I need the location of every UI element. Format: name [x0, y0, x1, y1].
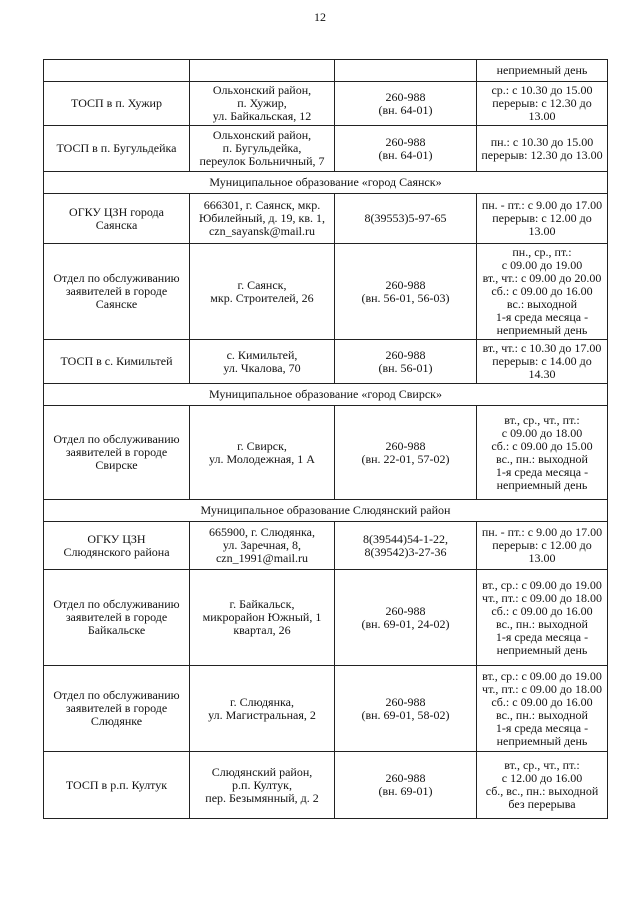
- table-row: [44, 340, 608, 384]
- phone-cell: 8(39553)5-97-65: [335, 194, 477, 244]
- address-cell: 666301, г. Саянск, мкр. Юбилейный, д. 19, кв. 1, czn_sayansk@mail.ru: [190, 194, 335, 244]
- hours-cell: вт., чт.: с 10.30 до 17.00 перерыв: с 14.00 до 14.30: [477, 340, 608, 384]
- section-title: Муниципальное образование «город Свирск»: [44, 384, 608, 406]
- table-row: [44, 244, 608, 340]
- table-row: [44, 60, 608, 82]
- address-cell: г. Саянск, мкр. Строителей, 26: [190, 244, 335, 340]
- hours-cell: вт., ср., чт., пт.: с 09.00 до 18.00 сб.: с 09.00 до 15.00 вс., пн.: выходной 1-я среда месяца - неприемный день: [477, 406, 608, 500]
- address-cell: Ольхонский район, п. Бугульдейка, переулок Больничный, 7: [190, 126, 335, 172]
- hours-cell: пн. - пт.: с 9.00 до 17.00 перерыв: с 12.00 до 13.00: [477, 194, 608, 244]
- table-row: [44, 126, 608, 172]
- hours-cell: неприемный день: [477, 60, 608, 82]
- address-cell: [190, 60, 335, 82]
- hours-cell: вт., ср.: с 09.00 до 19.00 чт., пт.: с 09.00 до 18.00 сб.: с 09.00 до 16.00 вс., пн.: выходной 1-я среда месяца - неприемный день: [477, 570, 608, 666]
- office-name-cell: Отдел по обслуживанию заявителей в городе Байкальске: [44, 570, 190, 666]
- table-row: [44, 666, 608, 752]
- phone-cell: 260-988 (вн. 69-01): [335, 752, 477, 819]
- table-row: [44, 752, 608, 819]
- phone-cell: 260-988 (вн. 22-01, 57-02): [335, 406, 477, 500]
- phone-cell: 260-988 (вн. 64-01): [335, 126, 477, 172]
- section-header-row: [44, 172, 608, 194]
- phone-cell: 260-988 (вн. 64-01): [335, 82, 477, 126]
- office-name-cell: Отдел по обслуживанию заявителей в городе Саянске: [44, 244, 190, 340]
- phone-cell: 260-988 (вн. 56-01, 56-03): [335, 244, 477, 340]
- hours-cell: ср.: с 10.30 до 15.00 перерыв: с 12.30 до 13.00: [477, 82, 608, 126]
- table-row: [44, 194, 608, 244]
- section-header-row: [44, 384, 608, 406]
- phone-cell: 260-988 (вн. 69-01, 58-02): [335, 666, 477, 752]
- address-cell: с. Кимильтей, ул. Чкалова, 70: [190, 340, 335, 384]
- office-name-cell: Отдел по обслуживанию заявителей в городе Слюдянке: [44, 666, 190, 752]
- table-row: [44, 406, 608, 500]
- address-cell: г. Байкальск, микрорайон Южный, 1 квартал, 26: [190, 570, 335, 666]
- page-number: 12: [314, 10, 326, 24]
- phone-cell: 260-988 (вн. 56-01): [335, 340, 477, 384]
- table-row: [44, 82, 608, 126]
- hours-cell: пн., ср., пт.: с 09.00 до 19.00 вт., чт.: с 09.00 до 20.00 сб.: с 09.00 до 16.00 вс.: выходной 1-я среда месяца - неприемный день: [477, 244, 608, 340]
- section-header-row: [44, 500, 608, 522]
- phone-cell: 260-988 (вн. 69-01, 24-02): [335, 570, 477, 666]
- hours-cell: вт., ср.: с 09.00 до 19.00 чт., пт.: с 09.00 до 18.00 сб.: с 09.00 до 16.00 вс., пн.: выходной 1-я среда месяца - неприемный день: [477, 666, 608, 752]
- office-name-cell: ОГКУ ЦЗН города Саянска: [44, 194, 190, 244]
- address-cell: г. Слюдянка, ул. Магистральная, 2: [190, 666, 335, 752]
- section-title: Муниципальное образование Слюдянский район: [44, 500, 608, 522]
- office-name-cell: ТОСП в п. Хужир: [44, 82, 190, 126]
- address-cell: 665900, г. Слюдянка, ул. Заречная, 8, czn_1991@mail.ru: [190, 522, 335, 570]
- offices-table: [43, 59, 608, 819]
- phone-cell: 8(39544)54-1-22, 8(39542)3-27-36: [335, 522, 477, 570]
- table-row: [44, 570, 608, 666]
- office-name-cell: ТОСП в р.п. Култук: [44, 752, 190, 819]
- table-row: [44, 522, 608, 570]
- office-name-cell: [44, 60, 190, 82]
- hours-cell: пн. - пт.: с 9.00 до 17.00 перерыв: с 12.00 до 13.00: [477, 522, 608, 570]
- address-cell: Ольхонский район, п. Хужир, ул. Байкальская, 12: [190, 82, 335, 126]
- hours-cell: пн.: с 10.30 до 15.00 перерыв: 12.30 до 13.00: [477, 126, 608, 172]
- office-name-cell: Отдел по обслуживанию заявителей в городе Свирске: [44, 406, 190, 500]
- section-title: Муниципальное образование «город Саянск»: [44, 172, 608, 194]
- phone-cell: [335, 60, 477, 82]
- address-cell: г. Свирск, ул. Молодежная, 1 А: [190, 406, 335, 500]
- office-name-cell: ОГКУ ЦЗН Слюдянского района: [44, 522, 190, 570]
- office-name-cell: ТОСП в п. Бугульдейка: [44, 126, 190, 172]
- address-cell: Слюдянский район, р.п. Култук, пер. Безымянный, д. 2: [190, 752, 335, 819]
- hours-cell: вт., ср., чт., пт.: с 12.00 до 16.00 сб., вс., пн.: выходной без перерыва: [477, 752, 608, 819]
- offices-table-body: [44, 60, 608, 819]
- office-name-cell: ТОСП в с. Кимильтей: [44, 340, 190, 384]
